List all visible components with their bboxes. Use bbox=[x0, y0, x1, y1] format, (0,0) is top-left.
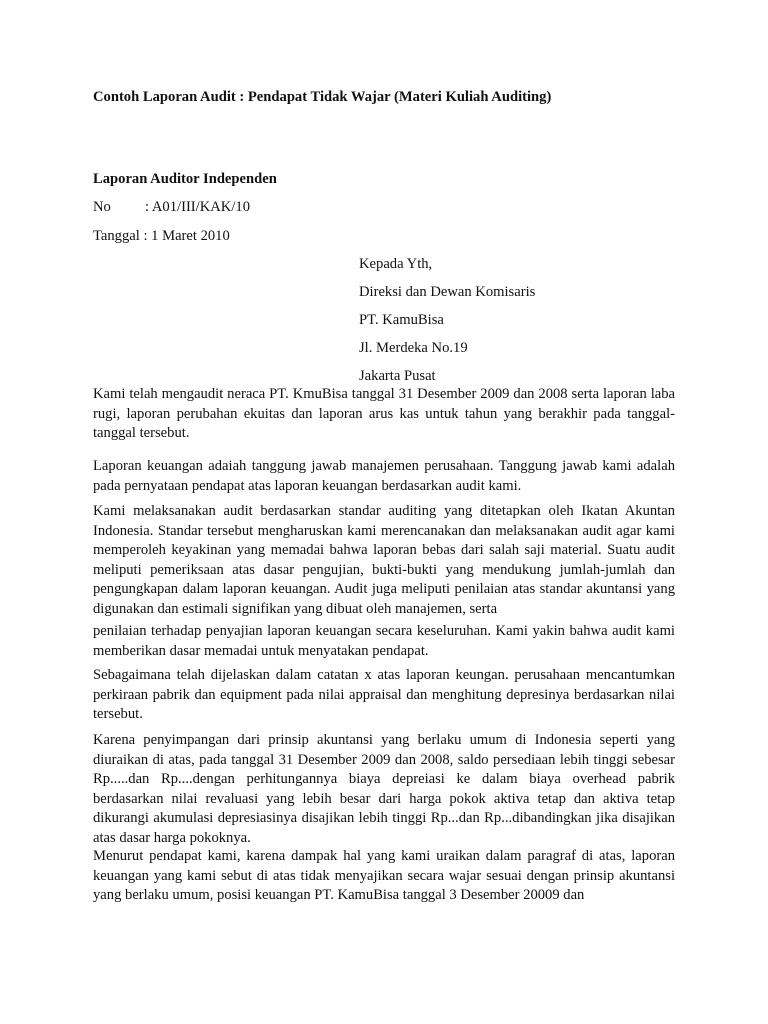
recipient-line-4: Jakarta Pusat bbox=[359, 368, 436, 384]
report-number-line bbox=[93, 198, 250, 216]
document-title: Contoh Laporan Audit : Pendapat Tidak Wajar (Materi Kuliah Auditing) bbox=[93, 89, 552, 105]
report-number-label: No bbox=[93, 199, 111, 215]
paragraph-4: penilaian terhadap penyajian laporan keuangan secara keseluruhan. Kami yakin bahwa audit kami memberikan dasar memadai untuk menyatakan pendapat. bbox=[93, 623, 675, 659]
report-date: Tanggal : 1 Maret 2010 bbox=[93, 228, 230, 244]
recipient-salutation: Kepada Yth, bbox=[359, 256, 433, 272]
paragraph-6: Karena penyimpangan dari prinsip akuntansi yang berlaku umum di Indonesia seperti yang diuraikan di atas, pada tanggal 31 Desember 2009 dan 2008, saldo persediaan lebih tinggi sebesar Rp.....dan Rp....dengan perhitungannya biaya depreiasi ke dalam biaya overhead pabrik berdasarkan nilai revaluasi yang lebih besar dari harga pokok aktiva tetap dan aktiva tetap dikurangi akumulasi depresiasinya disajikan lebih tinggi Rp...dan Rp...dibandingkan jika disajikan atas dasar harga pokoknya. bbox=[93, 732, 675, 846]
paragraph-7: Menurut pendapat kami, karena dampak hal yang kami uraikan dalam paragraf di atas, laporan keuangan yang kami sebut di atas tidak menyajikan secara wajar sesuai dengan prinsip akuntansi yang berlaku umum, posisi keuangan PT. KamuBisa tanggal 3 Desember 20009 dan bbox=[93, 848, 675, 903]
paragraph-1: Kami telah mengaudit neraca PT. KmuBisa tanggal 31 Desember 2009 dan 2008 serta laporan laba rugi, laporan perubahan ekuitas dan laporan arus kas untuk tahun yang berakhir pada tanggal-tanggal tersebut. bbox=[93, 386, 675, 441]
recipient-line-3: Jl. Merdeka No.19 bbox=[359, 340, 468, 356]
report-number-value: : A01/III/KAK/10 bbox=[145, 199, 250, 215]
paragraph-5: Sebagaimana telah dijelaskan dalam catatan x atas laporan keungan. perusahaan mencantumkan perkiraan pabrik dan equipment pada nilai appraisal dan menghitung depresinya berdasarkan nilai tersebut. bbox=[93, 667, 675, 722]
recipient-line-1: Direksi dan Dewan Komisaris bbox=[359, 284, 536, 300]
paragraph-3: Kami melaksanakan audit berdasarkan standar auditing yang ditetapkan oleh Ikatan Akuntan Indonesia. Standar tersebut mengharuskan kami merencanakan dan melaksanakan audit agar kami memperoleh keyakinan yang memadai bahwa laporan bebas dari salah saji material. Suatu audit meliputi pemeriksaan atas dasar pengujian, bukti-bukti yang mendukung jumlah-jumlah dan pengungkapan dalam laporan keuangan. Audit juga meliputi penilaian atas standar akuntansi yang digunakan dan estimali signifikan yang dibuat oleh manajemen, serta bbox=[93, 503, 675, 617]
recipient-line-2: PT. KamuBisa bbox=[359, 312, 444, 328]
report-heading: Laporan Auditor Independen bbox=[93, 171, 277, 187]
paragraph-2: Laporan keuangan adaiah tanggung jawab manajemen perusahaan. Tanggung jawab kami adalah pada pernyataan pendapat atas laporan keuangan berdasarkan audit kami. bbox=[93, 458, 675, 494]
